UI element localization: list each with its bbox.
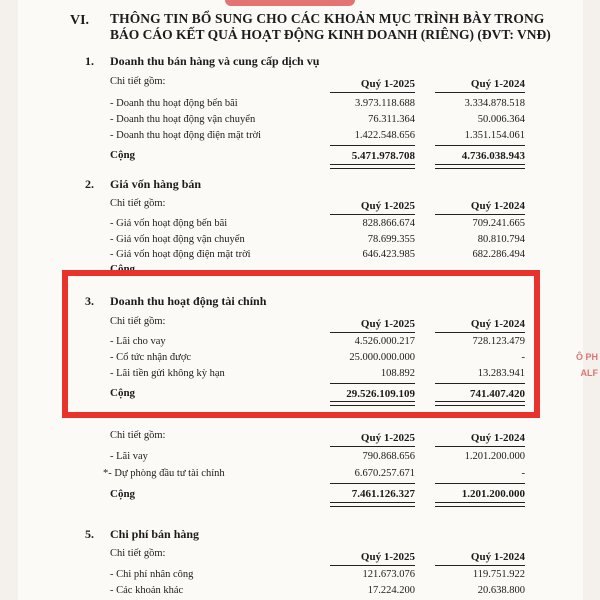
s2-row-label: - Giá vốn hoạt động bến bãi <box>110 218 228 229</box>
s2-header-underline-2024 <box>435 214 525 215</box>
s2-header-2024: Quý 1-2024 <box>470 200 525 212</box>
s2-row-label: - Giá vốn hoạt động điện mặt trời <box>110 249 251 260</box>
s1-row-2024: 50.006.364 <box>477 114 525 125</box>
s1-row-label: - Doanh thu hoạt động bến bãi <box>110 98 238 109</box>
section-number: VI. <box>70 13 90 28</box>
s2-number: 2. <box>85 177 94 191</box>
s4-row-label: *- Dự phòng đầu tư tài chính <box>103 468 225 479</box>
s3-row-2025: 25.000.000.000 <box>349 352 415 363</box>
s4-total-2024: 1.201.200.000 <box>461 488 525 500</box>
s3-row-2025: 4.526.000.217 <box>354 336 415 347</box>
s2-title: Giá vốn hàng bán <box>110 177 202 191</box>
s2-row-label: - Giá vốn hoạt động vận chuyển <box>110 234 245 245</box>
s4-total-label: Cộng <box>110 488 136 500</box>
s3-row-label: - Lãi tiền gửi không kỳ hạn <box>110 368 225 379</box>
s3-row-2024: - <box>521 352 525 363</box>
s5-number: 5. <box>85 527 94 541</box>
s4-row-label: - Lãi vay <box>110 451 148 462</box>
s4-total-rule-2024 <box>435 483 525 484</box>
s1-header-2024: Quý 1-2024 <box>470 78 525 90</box>
s2-header-2025: Quý 1-2025 <box>360 200 415 212</box>
s1-row-2025: 3.973.118.688 <box>355 98 415 109</box>
s3-header-2025: Quý 1-2025 <box>360 318 415 330</box>
s4-row-2025: 790.868.656 <box>362 451 415 462</box>
s1-total-double-rule-2024 <box>435 164 525 169</box>
s3-row-label: - Lãi cho vay <box>110 336 166 347</box>
stamp-text-line2: ALF <box>580 368 598 378</box>
s5-header-2024: Quý 1-2024 <box>470 551 525 563</box>
s1-row-2024: 3.334.878.518 <box>464 98 525 109</box>
s3-header-2024: Quý 1-2024 <box>470 318 525 330</box>
s1-header-underline-2024 <box>435 92 525 93</box>
s3-number: 3. <box>85 294 94 308</box>
highlight-box <box>62 270 540 418</box>
s4-header-underline-2025 <box>330 446 415 447</box>
s5-row-2025: 121.673.076 <box>362 569 415 580</box>
s5-row-2025: 17.224.200 <box>367 585 415 596</box>
section-title-line2: BÁO CÁO KẾT QUẢ HOẠT ĐỘNG KINH DOANH (RIÊNG) (ĐVT: VNĐ) <box>110 27 551 42</box>
s2-detail-label: Chi tiết gồm: <box>110 198 166 209</box>
s3-detail-label: Chi tiết gồm: <box>110 316 166 327</box>
s1-row-2025: 76.311.364 <box>368 114 415 125</box>
s2-row-2024: 80.810.794 <box>477 234 525 245</box>
s5-row-label: - Chi phí nhân công <box>110 569 194 580</box>
s1-header-underline-2025 <box>330 92 415 93</box>
s2-header-underline-2025 <box>330 214 415 215</box>
s3-row-label: - Cổ tức nhận được <box>110 352 192 363</box>
s5-detail-label: Chi tiết gồm: <box>110 548 166 559</box>
s4-header-2024: Quý 1-2024 <box>470 432 525 444</box>
s1-title: Doanh thu bán hàng và cung cấp dịch vụ <box>110 54 320 68</box>
s1-total-2024: 4.736.038.943 <box>461 150 525 162</box>
s1-total-2025: 5.471.978.708 <box>351 150 415 162</box>
s5-header-2025: Quý 1-2025 <box>360 551 415 563</box>
s5-header-underline-2025 <box>330 565 415 566</box>
stamp-text-line1: Ô PH <box>575 352 598 362</box>
s4-header-underline-2024 <box>435 446 525 447</box>
s1-total-rule-2024 <box>435 145 525 146</box>
s3-total-2025: 29.526.109.109 <box>346 388 415 400</box>
s3-total-label: Cộng <box>110 387 136 399</box>
s5-row-label: - Các khoản khác <box>110 585 184 596</box>
s4-total-double-rule-2025 <box>330 502 415 507</box>
s2-row-2025: 828.866.674 <box>362 218 415 229</box>
s1-number: 1. <box>85 54 94 68</box>
s1-row-2025: 1.422.548.656 <box>354 130 415 141</box>
s4-detail-label: Chi tiết gồm: <box>110 430 166 441</box>
s4-header-2025: Quý 1-2025 <box>360 432 415 444</box>
s5-header-underline-2024 <box>435 565 525 566</box>
s4-total-double-rule-2024 <box>435 502 525 507</box>
top-mark <box>225 0 355 6</box>
s3-row-2024: 728.123.479 <box>472 336 525 347</box>
s3-total-2024: 741.407.420 <box>470 388 525 400</box>
s2-total-label: Cộng <box>110 263 136 275</box>
s1-row-label: - Doanh thu hoạt động điện mặt trời <box>110 130 262 141</box>
s1-total-rule-2025 <box>330 145 415 146</box>
s4-total-2025: 7.461.126.327 <box>351 488 415 500</box>
s1-row-2024: 1.351.154.061 <box>464 130 525 141</box>
s2-row-2025: 646.423.985 <box>362 249 415 260</box>
s4-row-2024: 1.201.200.000 <box>464 451 525 462</box>
company-stamp <box>556 312 600 392</box>
s5-row-2024: 119.751.922 <box>472 569 525 580</box>
s3-title: Doanh thu hoạt động tài chính <box>110 294 267 308</box>
s4-total-rule-2025 <box>330 483 415 484</box>
s2-row-2024: 709.241.665 <box>472 218 525 229</box>
s1-detail-label: Chi tiết gồm: <box>110 76 166 87</box>
s2-row-2024: 682.286.494 <box>472 249 525 260</box>
s1-total-label: Cộng <box>110 149 136 161</box>
s1-total-double-rule-2025 <box>330 164 415 169</box>
s3-row-2025: 108.892 <box>380 368 415 379</box>
s4-row-2025: 6.670.257.671 <box>354 468 415 479</box>
s4-row-2024: - <box>521 468 525 479</box>
s5-row-2024: 20.638.800 <box>477 585 525 596</box>
s5-title: Chi phí bán hàng <box>110 527 200 541</box>
section-title-line1: THÔNG TIN BỔ SUNG CHO CÁC KHOẢN MỤC TRÌNH BÀY TRONG <box>110 11 545 26</box>
s3-row-2024: 13.283.941 <box>477 368 525 379</box>
s1-row-label: - Doanh thu hoạt động vận chuyển <box>110 114 256 125</box>
s1-header-2025: Quý 1-2025 <box>360 78 415 90</box>
s2-row-2025: 78.699.355 <box>367 234 415 245</box>
